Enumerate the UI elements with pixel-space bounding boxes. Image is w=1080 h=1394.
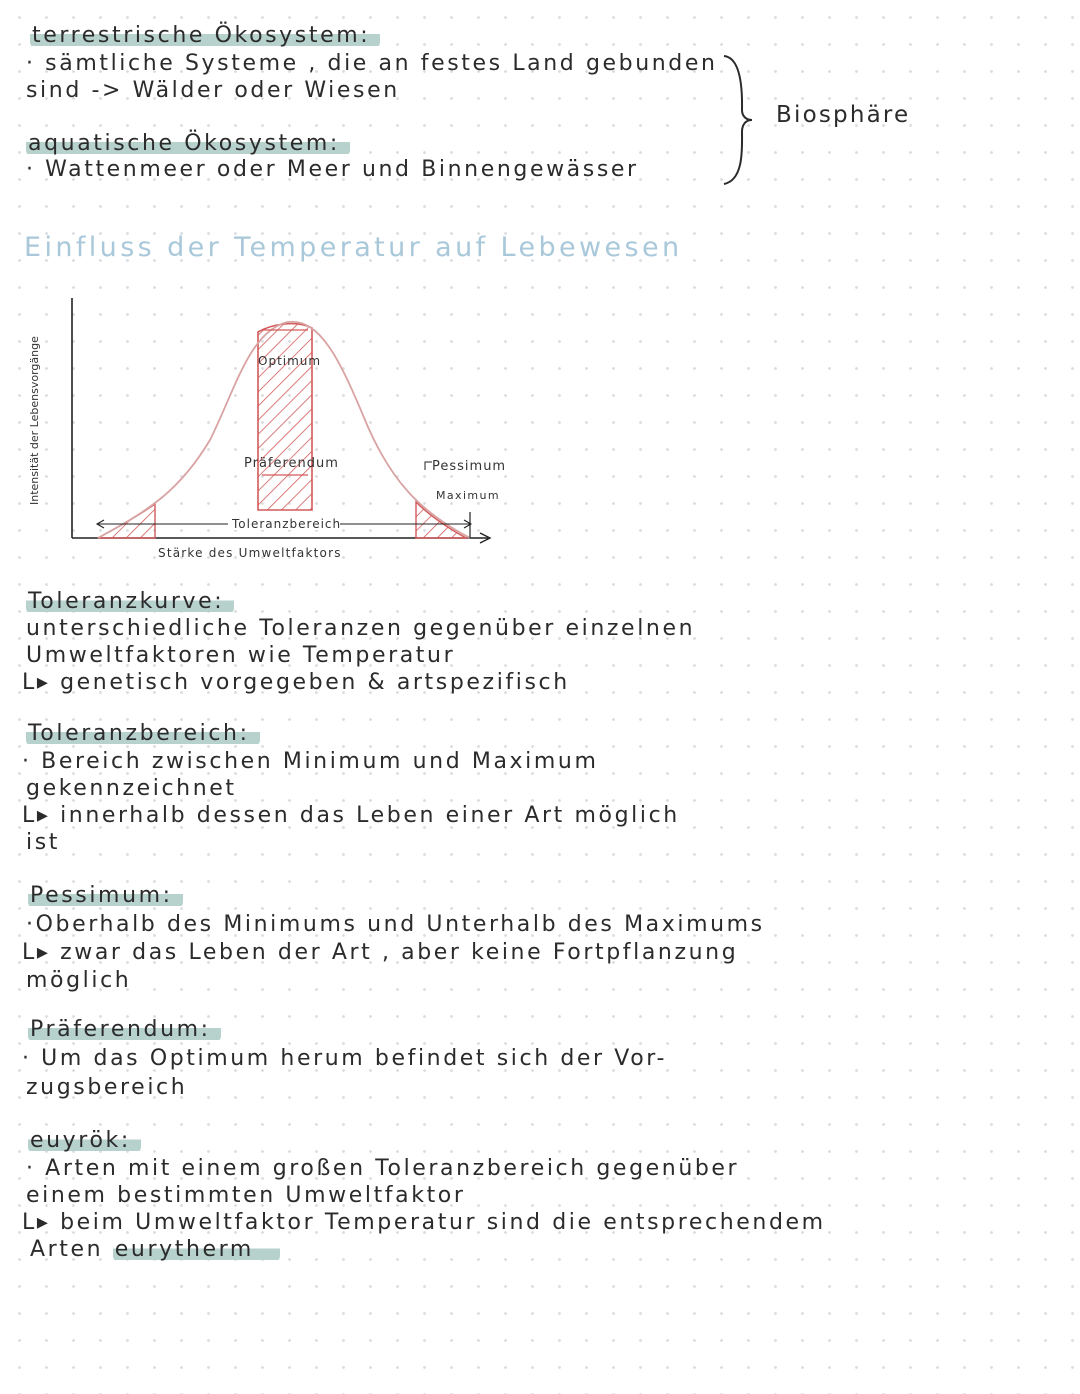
toleranzkurve-line-2: Umweltfaktoren wie Temperatur (26, 643, 456, 668)
pessimum-line-2: L▸ zwar das Leben der Art , aber keine Fortpflanzung (22, 940, 739, 965)
terrestrial-line-1: · sämtliche Systeme , die an festes Land gebunden (26, 51, 718, 76)
label-maximum: Maximum (436, 489, 500, 502)
praeferendum-line-1: · Um das Optimum herum befindet sich der Vor- (22, 1046, 668, 1071)
toleranzbereich-line-1: · Bereich zwischen Minimum und Maximum (22, 749, 599, 774)
label-toleranzbereich: Toleranzbereich (232, 517, 342, 531)
x-axis-label: Stärke des Umweltfaktors (158, 546, 342, 560)
toleranzbereich-line-2: gekennzeichnet (26, 776, 237, 801)
pessimum-line-1: ·Oberhalb des Minimums und Unterhalb des Maximums (26, 912, 765, 937)
toleranzkurve-line-3: L▸ genetisch vorgegeben & artspezifisch (22, 670, 570, 695)
curly-brace (718, 52, 758, 188)
toleranzbereich-line-4: ist (26, 830, 61, 855)
terrestrial-line-2: sind -> Wälder oder Wiesen (26, 78, 400, 103)
label-pessimum: Pessimum (432, 459, 507, 474)
heading-euyroek: euyrök: (28, 1127, 141, 1155)
toleranzkurve-line-1: unterschiedliche Toleranzen gegenüber einzelnen (26, 616, 696, 641)
heading-praeferendum: Präferendum: (28, 1016, 221, 1044)
euyroek-line-3: L▸ beim Umweltfaktor Temperatur sind die entsprechendem (22, 1210, 826, 1235)
euyroek-line-2: einem bestimmten Umweltfaktor (26, 1183, 466, 1208)
heading-terrestrial: terrestrische Ökosystem: (30, 22, 380, 50)
label-optimum: Optimum (258, 354, 322, 368)
section-title: Einfluss der Temperatur auf Lebewesen (24, 232, 683, 263)
heading-toleranzkurve: Toleranzkurve: (26, 588, 234, 616)
euyroek-line-4: Arten eurytherm (30, 1236, 280, 1264)
heading-aquatic: aquatische Ökosystem: (26, 130, 350, 158)
toleranzbereich-line-3: L▸ innerhalb dessen das Leben einer Art möglich (22, 803, 680, 828)
label-praeferendum: Präferendum (244, 456, 339, 471)
pessimum-line-3: möglich (26, 968, 132, 993)
heading-pessimum: Pessimum: (28, 882, 183, 910)
brace-label-biosphaere: Biosphäre (776, 102, 911, 128)
pessimum-bracket (425, 462, 432, 470)
aquatic-line-1: · Wattenmeer oder Meer und Binnengewässer (26, 157, 639, 182)
euyroek-line-1: · Arten mit einem großen Toleranzbereich gegenüber (26, 1156, 740, 1181)
tolerance-chart (20, 290, 540, 570)
praeferendum-line-2: zugsbereich (26, 1075, 188, 1100)
y-axis-label: Intensität der Lebensvorgänge (28, 336, 41, 505)
optimum-area (258, 324, 312, 510)
heading-toleranzbereich: Toleranzbereich: (26, 720, 260, 748)
